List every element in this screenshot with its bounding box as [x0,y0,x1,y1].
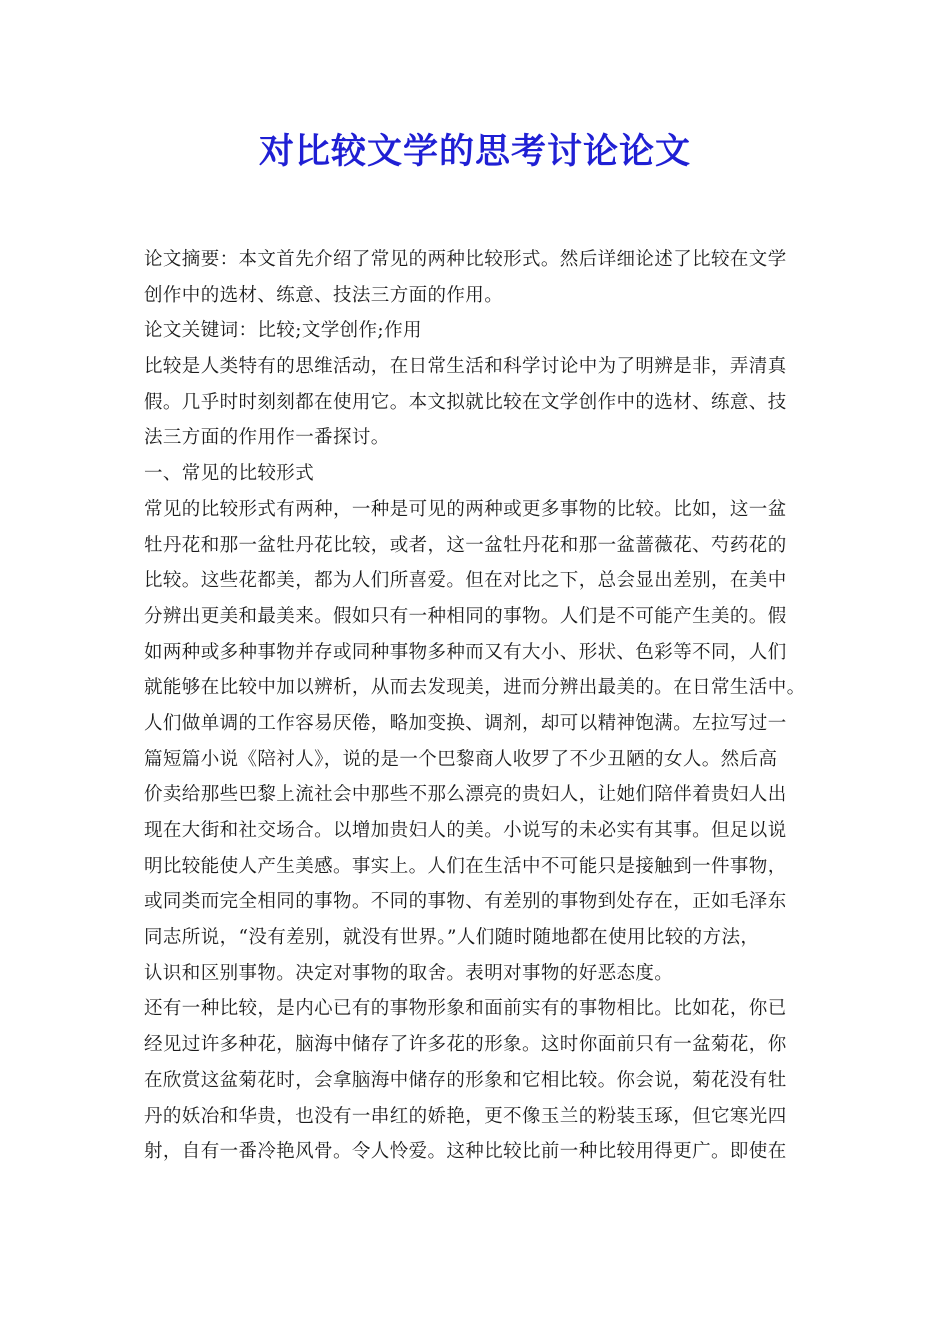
text-line: 同志所说，“没有差别，就没有世界。”人们随时随地都在使用比较的方法， [144,927,760,949]
text-line: 还有一种比较，是内心已有的事物形象和面前实有的事物相比。比如花，你已 [144,998,787,1020]
section-heading: 一、常见的比较形式 [144,463,315,485]
document-title: 对比较文学的思考讨论论文 [258,132,691,172]
text-line: 比较是人类特有的思维活动，在日常生活和科学讨论中为了明辨是非，弄清真 [144,356,787,378]
text-line: 射，自有一番冷艳风骨。令人怜爱。这种比较比前一种比较用得更广。即使在 [144,1141,787,1163]
text-line: 经见过许多种花，脑海中储存了许多花的形象。这时你面前只有一盆菊花，你 [144,1034,787,1056]
text-line: 比较。这些花都美，都为人们所喜爱。但在对比之下，总会显出差别，在美中 [144,570,787,592]
text-line: 在欣赏这盆菊花时，会拿脑海中储存的形象和它相比较。你会说，菊花没有牡 [144,1069,787,1091]
text-line: 或同类而完全相同的事物。不同的事物、有差别的事物到处存在，正如毛泽东 [144,891,787,913]
text-line: 人们做单调的工作容易厌倦，略加变换、调剂，却可以精神饱满。左拉写过一 [144,712,787,734]
text-line: 价卖给那些巴黎上流社会中那些不那么漂亮的贵妇人，让她们陪伴着贵妇人出 [144,784,787,806]
text-line: 认识和区别事物。决定对事物的取舍。表明对事物的好恶态度。 [144,962,674,984]
text-line: 常见的比较形式有两种，一种是可见的两种或更多事物的比较。比如，这一盆 [144,498,787,520]
text-line: 法三方面的作用作一番探讨。 [144,427,390,449]
text-line: 论文关键词：比较;文学创作;作用 [144,320,422,342]
text-line: 分辨出更美和最美来。假如只有一种相同的事物。人们是不可能产生美的。假 [144,605,787,627]
text-line: 明比较能使人产生美感。事实上。人们在生活中不可能只是接触到一件事物， [144,855,787,877]
text-line: 牡丹花和那一盆牡丹花比较，或者，这一盆牡丹花和那一盆蔷薇花、芍药花的 [144,534,787,556]
text-line: 如两种或多种事物并存或同种事物多种而又有大小、形状、色彩等不同，人们 [144,641,787,663]
text-line: 创作中的选材、练意、技法三方面的作用。 [144,284,504,306]
document-body [144,242,824,1170]
text-line: 就能够在比较中加以辨析，从而去发现美，进而分辨出最美的。在日常生活中。 [144,677,806,699]
text-line: 现在大街和社交场合。以增加贵妇人的美。小说写的未必实有其事。但足以说 [144,820,787,841]
text-line: 假。几乎时时刻刻都在使用它。本文拟就比较在文学创作中的选材、练意、技 [144,391,787,413]
text-line: 篇短篇小说《陪衬人》，说的是一个巴黎商人收罗了不少丑陋的女人。然后高 [144,748,778,770]
text-line: 丹的妖冶和华贵，也没有一串红的娇艳，更不像玉兰的粉装玉琢，但它寒光四 [144,1105,787,1127]
text-line: 论文摘要：本文首先介绍了常见的两种比较形式。然后详细论述了比较在文学 [144,249,787,270]
